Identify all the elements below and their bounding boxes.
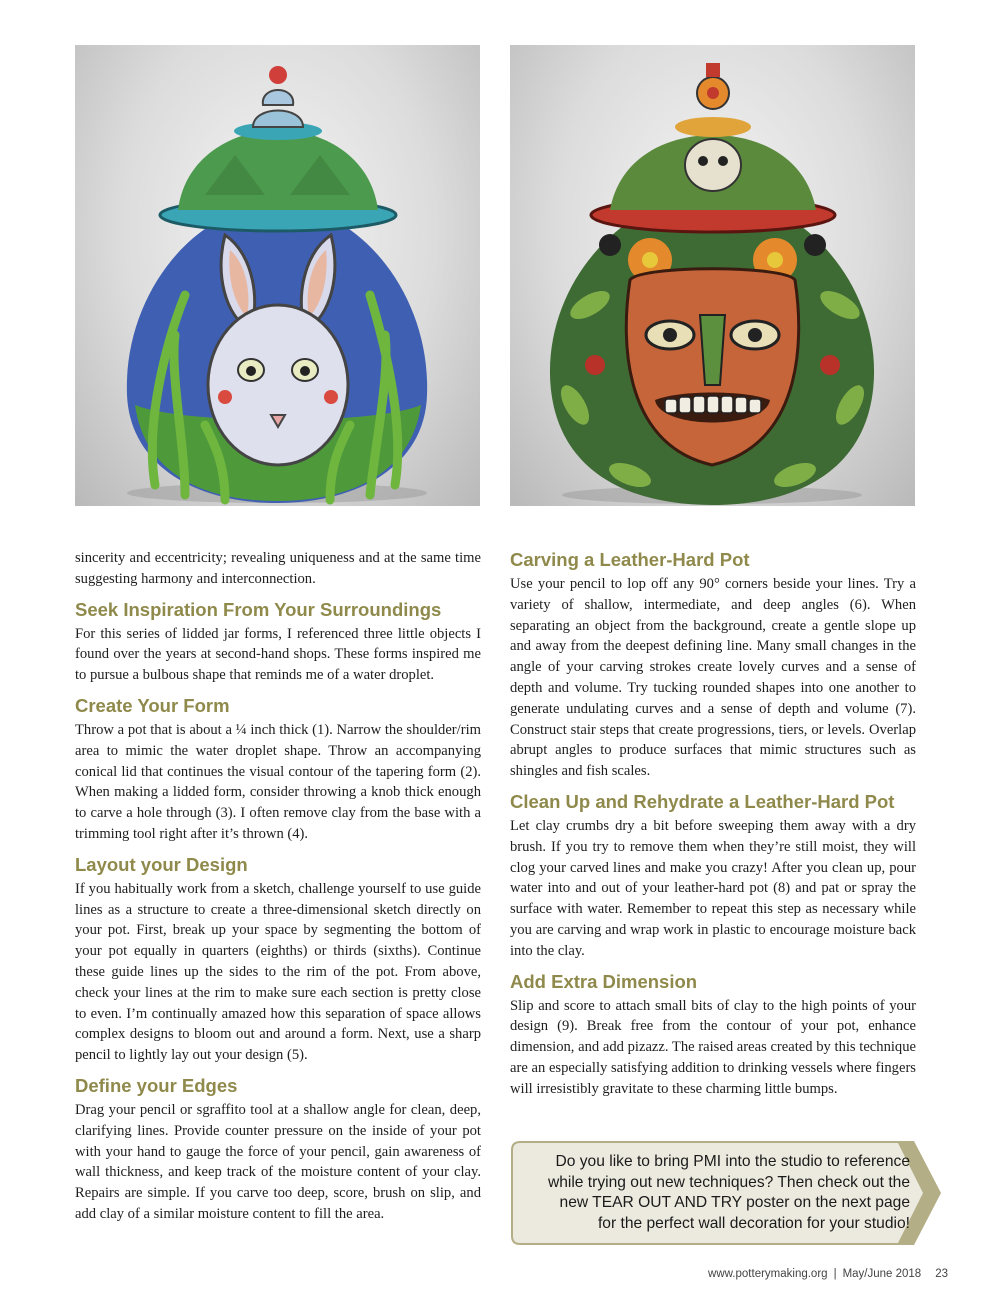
left-column [75,548,481,1225]
photo-rabbit-jar [75,45,480,506]
footer-url[interactable]: www.potterymaking.org [708,1268,828,1280]
heading-layout-design: Layout your Design [75,853,248,875]
right-column [510,548,916,1100]
callout-line-1: Do you like to bring PMI into the studio to reference [555,1153,910,1170]
paragraph-layout-design: If you habitually work from a sketch, challenge yourself to use guide lines as a structure to create a three-dimensional sketch directly on your pot. First, break up your space by segmenting the bottom of your pot equally in quarters (eighths) or thirds (sixths). Continue these guide lines up the sides to the rim of the pot. From above, check your lines at the rim to make sure each section is pretty close to even. I’m continually amazed how this separation of space allows complex designs to bloom out and around a form. Next, use a sharp pencil to lightly lay out your design (5). [75,880,481,1064]
callout-line-3: new TEAR OUT AND TRY poster on the next page [559,1194,910,1211]
rabbit-jar-illustration [75,45,480,506]
callout-line-2: while trying out new techniques? Then check out the [547,1173,910,1191]
paragraph-extra-dimension: Slip and score to attach small bits of clay to the high points of your design (9). Break free from the contour of your pot, enhance dimension, and add pizazz. The raised areas created by this technique are an especially satisfying addition to drinking vessels where fingers will irresistibly gravitate to these charming little bumps. [510,997,916,1097]
paragraph-create-form: Throw a pot that is about a ¼ inch thick (1). Narrow the shoulder/rim area to mimic the water droplet shape. Throw an accompanying conical lid that continues the visual contour of the tapering form (2). When making a lidded form, consider throwing a knob thick enough to carve a hole through (3). I often remove clay from the base with a trimming tool right after it’s thrown (4). [75,721,481,842]
intro-paragraph: sincerity and eccentricity; revealing uniqueness and at the same time suggesting harmony and interconnection. [75,550,481,587]
paragraph-carving: Use your pencil to lop off any 90° corners beside your lines. Try a variety of shallow, intermediate, and deep angles (6). When separating an object from the background, create a gentle slope up and away from the deepest defining line. Many small changes in the angle of your carving strokes create lovely curves and a sense of depth and volume. Try tucking rounded shapes into one another to generate undulating curves and a sense of depth and volume (7). Construct stair steps that create progressions, tiers, or levels. Overlap abrupt angles to produce surfaces that mimic structures such as shingles and fish scales. [510,576,916,780]
callout-text [530,1152,910,1234]
footer-separator: | [833,1268,837,1280]
callout-line-4: for the perfect wall decoration for your studio! [597,1214,910,1232]
paragraph-clean-up: Let clay crumbs dry a bit before sweeping them away with a dry brush. If you try to remove them when they’re still moist, they will clog your carved lines and make you crazy! After you clean up, pour water into and out of your leather-hard pot (8) and pat or spray the surface with water. Remember to repeat this step as necessary while you are carving and wrap work in plastic to encourage moisture back into the clay. [510,817,916,959]
heading-carving: Carving a Leather-Hard Pot [510,549,750,570]
heading-clean-up: Clean Up and Rehydrate a Leather-Hard Pot [510,790,895,812]
heading-extra-dimension: Add Extra Dimension [510,970,698,992]
heading-seek-inspiration: Seek Inspiration From Your Surroundings [75,598,442,620]
heading-create-form: Create Your Form [75,694,230,716]
poster-callout [510,1140,942,1246]
photo-face-jar [510,45,915,506]
heading-define-edges: Define your Edges [75,1074,238,1096]
footer-issue: May/June 2018 [842,1268,922,1280]
paragraph-seek-inspiration: For this series of lidded jar forms, I referenced three little objects I found over the years at second-hand shops. These forms inspired me to pursue a bulbous shape that reminds me of a water droplet. [75,625,481,684]
face-jar-illustration [510,45,915,506]
paragraph-define-edges: Drag your pencil or sgraffito tool at a shallow angle for clean, deep, clarifying lines. Provide counter pressure on the inside of your pot with your hand to gauge the force of your pencil, gain awareness of wall thickness, and keep track of the moisture content of your clay. Repairs are simple. If you carve too deep, score, brush on slip, and add clay of a similar moisture content to fill the area. [75,1101,481,1222]
page-footer [708,1268,948,1280]
page-number: 23 [935,1268,948,1280]
